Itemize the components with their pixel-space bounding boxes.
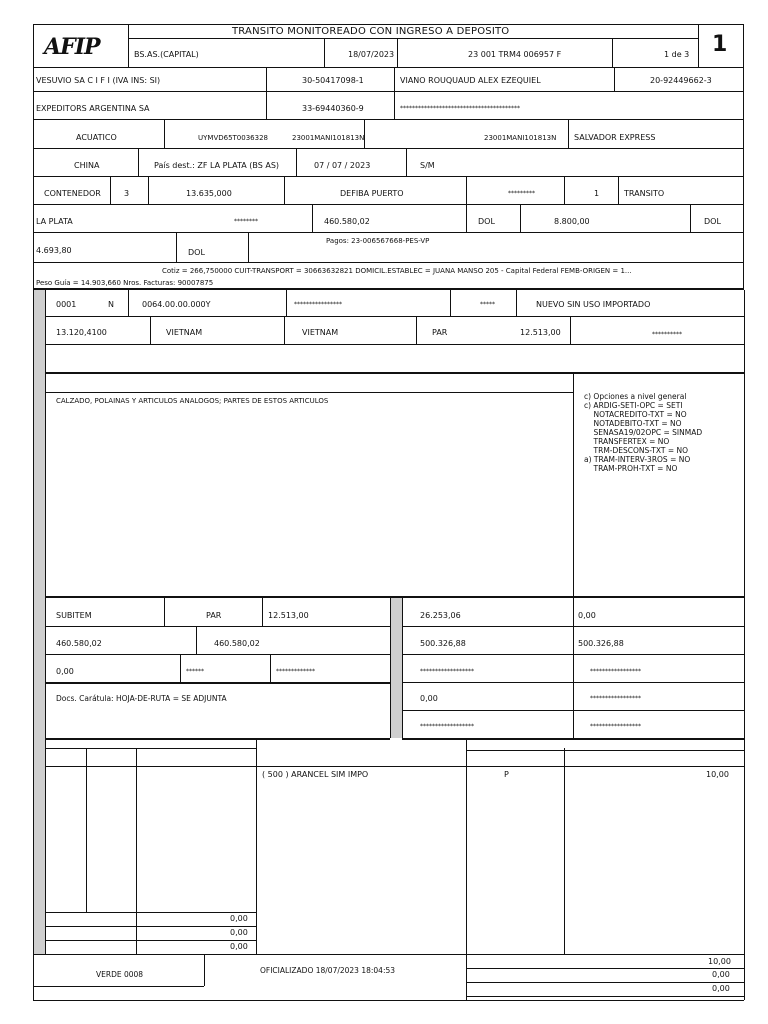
pagos: Pagos: 23-006567668-PES-VP: [326, 237, 430, 245]
opcion-linea: TRAM-PROH-TXT = NO: [584, 464, 678, 473]
footer-total-1: 10,00: [708, 957, 731, 966]
masked-field: ********: [234, 218, 258, 225]
cuit-despachante: 20-92449662-3: [650, 76, 712, 85]
agente-transporte: EXPEDITORS ARGENTINA SA: [36, 104, 150, 113]
opcion-linea: c) Opciones a nivel general: [584, 392, 687, 401]
numero-destinacion: 23 001 TRM4 006957 F: [468, 50, 562, 59]
cuit-importador: 30-50417098-1: [302, 76, 364, 85]
masked-field: ****************************************: [400, 105, 520, 112]
masked-field: ******************: [420, 723, 474, 730]
masked-field: *****************: [590, 695, 641, 702]
observaciones-linea-1: Cotiz = 266,750000 CUIT-TRANSPORT = 30663632821 DOMICIL.ESTABLEC = JUANA MANSO 205 - Capital Federal FEMB-ORIGEN = 1...: [162, 267, 632, 275]
pais-origen: CHINA: [74, 161, 100, 170]
tipo-bulto: CONTENEDOR: [44, 189, 101, 198]
peso-bruto: 13.635,000: [186, 189, 232, 198]
masked-field: ******: [186, 668, 204, 675]
masked-field: *****: [480, 301, 495, 308]
despachante: VIANO ROUQUAUD ALEX EZEQUIEL: [400, 76, 541, 85]
opcion-linea: TRM-DESCONS-TXT = NO: [584, 446, 689, 455]
cantidad-item: 12.513,00: [520, 328, 561, 337]
canal-selectividad: VERDE 0008: [96, 970, 144, 979]
docs-caratula: Docs. Carátula: HOJA-DE-RUTA = SE ADJUNTA: [56, 694, 227, 703]
regimen: TRANSITO: [624, 189, 665, 198]
item-numero: 0001: [56, 300, 77, 309]
subitem-valor-1: 460.580,02: [56, 639, 102, 648]
masked-field: *****************: [590, 723, 641, 730]
pais-origen-item: VIETNAM: [166, 328, 203, 337]
subitem-valor-2: 460.580,02: [214, 639, 260, 648]
pagina: 1 de 3: [664, 50, 690, 59]
moneda-fob: DOL: [478, 217, 495, 226]
fecha-header: 18/07/2023: [348, 50, 395, 59]
flete: 8.800,00: [554, 217, 590, 226]
peso-neto: 13.120,4100: [56, 328, 107, 337]
masked-field: *********: [508, 190, 535, 197]
buque: UYMVD65T0036328: [198, 134, 268, 142]
fecha-arribo: 07 / 07 / 2023: [314, 161, 371, 170]
divider-strip: [390, 598, 402, 738]
oficializado: OFICIALIZADO 18/07/2023 18:04:53: [260, 966, 396, 975]
general-block: [33, 68, 744, 290]
masked-field: *************: [276, 668, 315, 675]
document-title: TRANSITO MONITOREADO CON INGRESO A DEPOSITO: [232, 26, 510, 37]
total-1: 0,00: [230, 914, 248, 923]
derechos-4a: 0,00: [420, 694, 438, 703]
sm: S/M: [420, 161, 435, 170]
moneda-flete: DOL: [704, 217, 721, 226]
observaciones-linea-2: Peso Guía = 14.903,660 Nros. Facturas: 90007875: [36, 279, 214, 287]
footer-total-2: 0,00: [712, 970, 730, 979]
derechos-1b: 0,00: [578, 611, 596, 620]
masked-field: ******************: [420, 668, 474, 675]
item-n: N: [108, 300, 114, 309]
derechos-2a: 500.326,88: [420, 639, 466, 648]
via-transporte: ACUATICO: [76, 133, 117, 142]
opcion-linea: NOTACREDITO-TXT = NO: [584, 410, 687, 419]
manifiesto-2: 23001MANI101813N: [484, 134, 557, 142]
subitem-unidad: PAR: [206, 611, 222, 620]
estado-mercaderia: NUEVO SIN USO IMPORTADO: [536, 300, 651, 309]
manifiesto-1: 23001MANI101813N: [292, 134, 365, 142]
valor-fob: 460.580,02: [324, 217, 370, 226]
subitem-label: SUBITEM: [56, 611, 92, 620]
transportista: SALVADOR EXPRESS: [574, 133, 656, 142]
cuit-agente: 33-69440360-9: [302, 104, 364, 113]
total-2: 0,00: [230, 928, 248, 937]
afip-logo: AFIP: [44, 34, 100, 60]
pais-procedencia: VIETNAM: [302, 328, 339, 337]
concepto-arancel: ( 500 ) ARANCEL SIM IMPO: [262, 770, 369, 779]
deposito: DEFIBA PUERTO: [340, 189, 404, 198]
masked-field: **********: [652, 331, 682, 338]
opcion-linea: a) TRAM-INTERV-3ROS = NO: [584, 455, 691, 464]
numero: 1: [594, 189, 600, 198]
posicion-arancelaria: 0064.00.00.000Y: [142, 300, 211, 309]
footer-total-3: 0,00: [712, 984, 730, 993]
masked-field: ****************: [294, 301, 342, 308]
derechos-1a: 26.253,06: [420, 611, 461, 620]
left-margin-strip: [33, 290, 45, 954]
derechos-2b: 500.326,88: [578, 639, 624, 648]
masked-field: *****************: [590, 668, 641, 675]
opcion-linea: NOTADEBITO-TXT = NO: [584, 419, 682, 428]
sheet-number: 1: [712, 32, 728, 57]
subitem-valor-3: 0,00: [56, 667, 74, 676]
seguro: 4.693,80: [36, 246, 72, 255]
opcion-linea: TRANSFERTEX = NO: [584, 437, 670, 446]
opciones-list: [584, 392, 740, 473]
descripcion-mercaderia: CALZADO, POLAINAS Y ARTICULOS ANALOGOS; PARTES DE ESTOS ARTICULOS: [56, 397, 329, 405]
importe-arancel: 10,00: [706, 770, 729, 779]
cantidad-bultos: 3: [124, 189, 130, 198]
moneda-seguro: DOL: [188, 248, 205, 257]
importador: VESUVIO SA C I F I (IVA INS: SI): [36, 76, 161, 85]
opcion-linea: c) ARDIG-SETI-OPC = SETI: [584, 401, 683, 410]
total-3: 0,00: [230, 942, 248, 951]
lugar-destino: LA PLATA: [36, 217, 73, 226]
subitem-cantidad: 12.513,00: [268, 611, 309, 620]
pais-destino: País dest.: ZF LA PLATA (BS AS): [154, 161, 280, 170]
opcion-linea: SENASA19/02OPC = SINMAD: [584, 428, 703, 437]
unidad-medida: PAR: [432, 328, 448, 337]
codigo-p: P: [504, 770, 509, 779]
aduana: BS.AS.(CAPITAL): [134, 50, 199, 59]
